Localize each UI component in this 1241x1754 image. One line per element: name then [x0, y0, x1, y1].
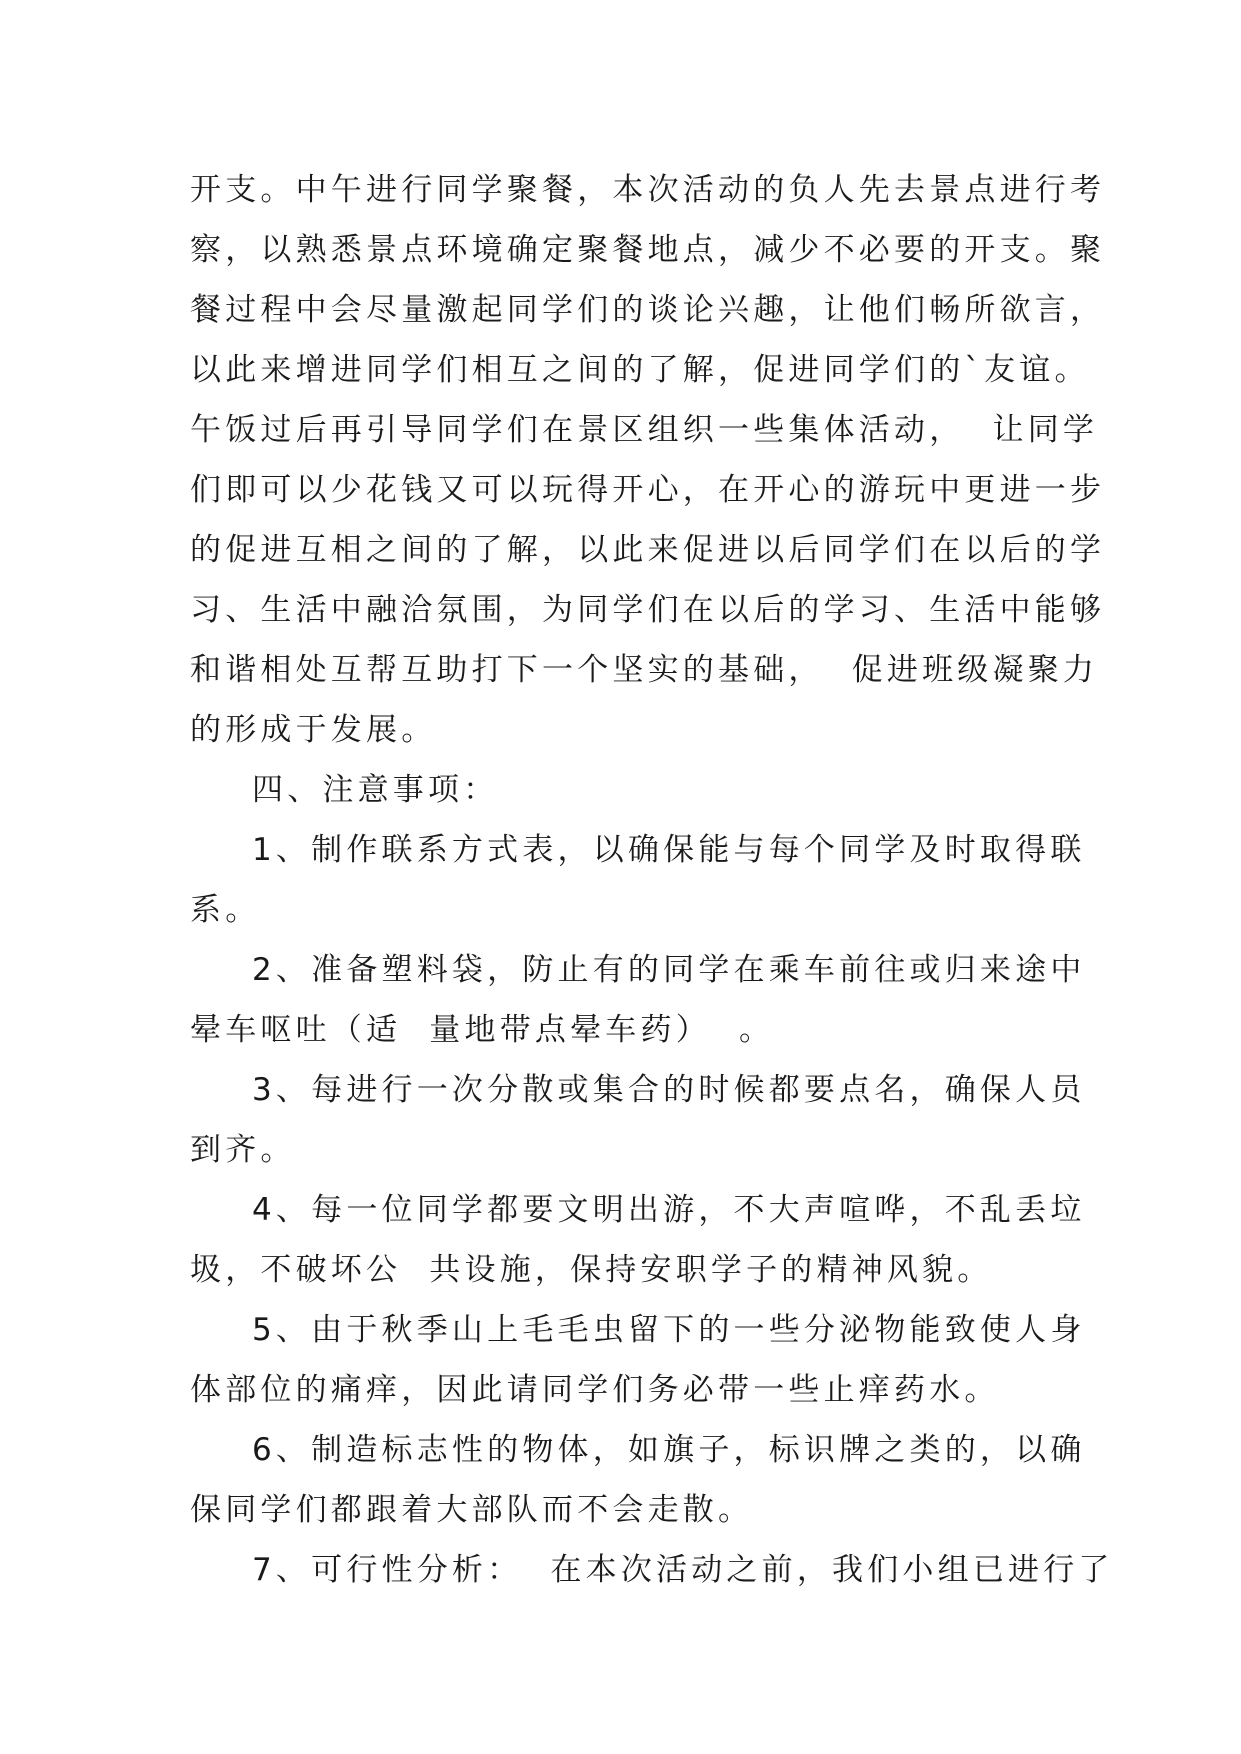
list-item-1: 1、制作联系方式表，以确保能与每个同学及时取得联: [252, 832, 1086, 868]
text-line: 晕车呕吐（适 量地带点晕车药） 。: [190, 1012, 775, 1048]
list-item-7: 7、可行性分析： 在本次活动之前，我们小组已进行了: [252, 1552, 1114, 1588]
text-line: 察，以熟悉景点环境确定聚餐地点，减少不必要的开支。聚: [190, 232, 1106, 268]
text-line: 习、生活中融洽氛围，为同学们在以后的学习、生活中能够: [190, 592, 1106, 628]
text-line: 以此来增进同学们相互之间的了解，促进同学们的`友谊。: [190, 352, 1090, 388]
section-heading: 四、注意事项：: [252, 772, 499, 808]
text-line: 和谐相处互帮互助打下一个坚实的基础， 促进班级凝聚力: [190, 652, 1099, 688]
text-line: 到齐。: [190, 1132, 296, 1168]
text-line: 保同学们都跟着大部队而不会走散。: [190, 1492, 754, 1528]
text-line: 系。: [190, 892, 261, 928]
text-line: 的形成于发展。: [190, 712, 437, 748]
body-text: [190, 160, 1114, 1600]
text-line: 们即可以少花钱又可以玩得开心，在开心的游玩中更进一步: [190, 472, 1106, 508]
text-line: 体部位的痛痒，因此请同学们务必带一些止痒药水。: [190, 1372, 1000, 1408]
list-item-4: 4、每一位同学都要文明出游，不大声喧哗，不乱丢垃: [252, 1192, 1086, 1228]
text-line: 圾，不破坏公 共设施，保持安职学子的精神风貌。: [190, 1252, 993, 1288]
list-item-6: 6、制造标志性的物体，如旗子，标识牌之类的，以确: [252, 1432, 1086, 1468]
text-line: 开支。中午进行同学聚餐，本次活动的负人先去景点进行考: [190, 172, 1106, 208]
text-line: 餐过程中会尽量激起同学们的谈论兴趣，让他们畅所欲言，: [190, 292, 1106, 328]
list-item-5: 5、由于秋季山上毛毛虫留下的一些分泌物能致使人身: [252, 1312, 1086, 1348]
list-item-2: 2、准备塑料袋，防止有的同学在乘车前往或归来途中: [252, 952, 1086, 988]
text-line: 午饭过后再引导同学们在景区组织一些集体活动， 让同学: [190, 412, 1099, 448]
list-item-3: 3、每进行一次分散或集合的时候都要点名，确保人员: [252, 1072, 1086, 1108]
text-line: 的促进互相之间的了解，以此来促进以后同学们在以后的学: [190, 532, 1106, 568]
